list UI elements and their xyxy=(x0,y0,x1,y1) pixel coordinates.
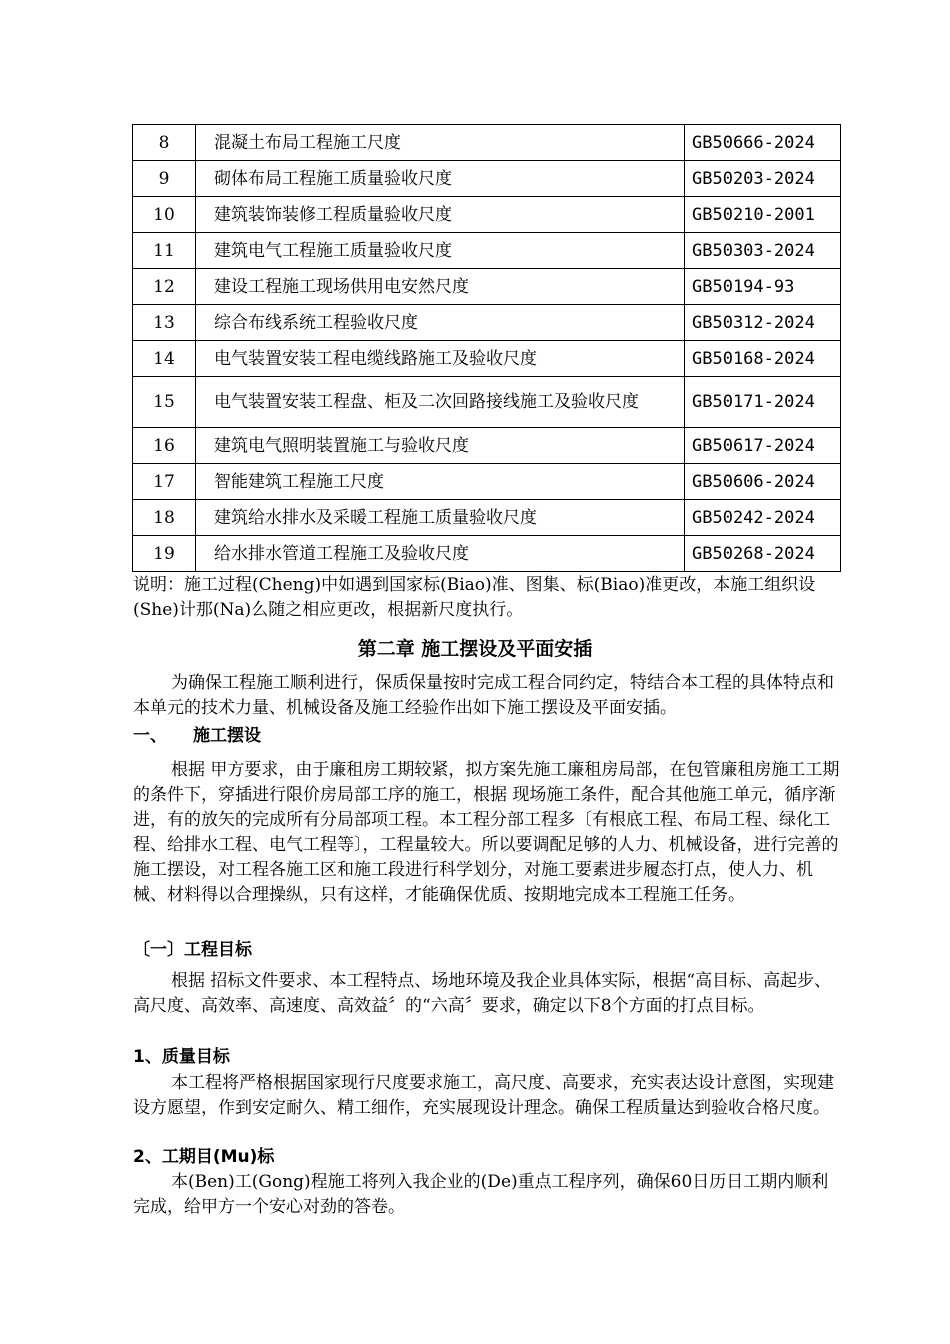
standard-code: GB50203-2024 xyxy=(685,161,841,197)
standard-name: 综合布线系统工程验收尺度 xyxy=(196,305,685,341)
row-number: 11 xyxy=(133,233,196,269)
standard-name: 电气装置安装工程电缆线路施工及验收尺度 xyxy=(196,341,685,377)
standard-name: 建设工程施工现场供用电安然尺度 xyxy=(196,269,685,305)
intro-paragraph: 为确保工程施工顺利进行，保质保量按时完成工程合同约定，特结合本工程的具体特点和本单元的技术力量、机械设备及施工经验作出如下施工摆设及平面安插。 xyxy=(133,673,834,718)
goal-heading-quality: 1、质量目标 xyxy=(133,1047,230,1067)
table-row xyxy=(133,197,841,233)
standard-name: 混凝土布局工程施工尺度 xyxy=(196,125,685,161)
table-row xyxy=(133,377,841,428)
table-row xyxy=(133,428,841,464)
table-row xyxy=(133,269,841,305)
standard-code: GB50210-2001 xyxy=(685,197,841,233)
standard-name: 建筑电气工程施工质量验收尺度 xyxy=(196,233,685,269)
standard-name: 建筑电气照明装置施工与验收尺度 xyxy=(196,428,685,464)
row-number: 8 xyxy=(133,125,196,161)
goal-body-schedule: 本(Ben)工(Gong)程施工将列入我企业的(De)重点工程序列，确保60日历日工期内顺利完成，给甲方一个安心对劲的答卷。 xyxy=(133,1172,829,1217)
standard-name: 智能建筑工程施工尺度 xyxy=(196,464,685,500)
row-number: 10 xyxy=(133,197,196,233)
table-row xyxy=(133,500,841,536)
table-row xyxy=(133,464,841,500)
goal-heading-schedule: 2、工期目(Mu)标 xyxy=(133,1147,275,1167)
goal-body-quality: 本工程将严格根据国家现行尺度要求施工，高尺度、高要求，充实表达设计意图，实现建设方愿望，作到安定耐久、精工细作，充实展现设计理念。确保工程质量达到验收合格尺度。 xyxy=(133,1073,834,1118)
standard-code: GB50606-2024 xyxy=(685,464,841,500)
row-number: 12 xyxy=(133,269,196,305)
standard-code: GB50171-2024 xyxy=(685,377,841,428)
row-number: 18 xyxy=(133,500,196,536)
standard-code: GB50666-2024 xyxy=(685,125,841,161)
row-number: 9 xyxy=(133,161,196,197)
standard-name: 电气装置安装工程盘、柜及二次回路接线施工及验收尺度 xyxy=(196,377,685,428)
table-row xyxy=(133,341,841,377)
table-row xyxy=(133,305,841,341)
standard-name: 砌体布局工程施工质量验收尺度 xyxy=(196,161,685,197)
table-row xyxy=(133,233,841,269)
table-row xyxy=(133,161,841,197)
table-row xyxy=(133,125,841,161)
table-row xyxy=(133,536,841,572)
row-number: 16 xyxy=(133,428,196,464)
row-number: 17 xyxy=(133,464,196,500)
standard-code: GB50617-2024 xyxy=(685,428,841,464)
standard-name: 给水排水管道工程施工及验收尺度 xyxy=(196,536,685,572)
standard-code: GB50242-2024 xyxy=(685,500,841,536)
standard-name: 建筑装饰装修工程质量验收尺度 xyxy=(196,197,685,233)
row-number: 14 xyxy=(133,341,196,377)
standard-code: GB50168-2024 xyxy=(685,341,841,377)
row-number: 15 xyxy=(133,377,196,428)
standard-name: 建筑给水排水及采暖工程施工质量验收尺度 xyxy=(196,500,685,536)
section-heading xyxy=(133,724,261,748)
section-title: 施工摆设 xyxy=(193,726,261,746)
row-number: 19 xyxy=(133,536,196,572)
subsection-heading: 〔一〕工程目标 xyxy=(133,940,252,960)
standards-table xyxy=(132,124,841,572)
chapter-title: 第二章 施工摆设及平面安插 xyxy=(357,638,593,660)
subsection-body: 根据 招标文件要求、本工程特点、场地环境及我企业具体实际，根据“高目标、高起步、高尺度、高效率、高速度、高效益〞的“六高〞要求，确定以下8个方面的打点目标。 xyxy=(133,971,832,1016)
standard-code: GB50194-93 xyxy=(685,269,841,305)
section-number: 一、 xyxy=(133,726,167,746)
standard-code: GB50268-2024 xyxy=(685,536,841,572)
table-note: 说明：施工过程(Cheng)中如遇到国家标(Biao)准、图集、标(Biao)准更改，本施工组织设(She)计那(Na)么随之相应更改，根据新尺度执行。 xyxy=(133,575,816,620)
standard-code: GB50303-2024 xyxy=(685,233,841,269)
section-body: 根据 甲方要求，由于廉租房工期较紧，拟方案先施工廉租房局部，在包管廉租房施工工期的条件下，穿插进行限价房局部工序的施工，根据 现场施工条件，配合其他施工单元，循序渐进，有的放矢的完成所有分局部项工程。本工程分部工程多〔有根底工程、布局工程、绿化工程、给排水工程、电气工程等〕，工程量较大。所以要调配足够的人力、机械设备，进行完善的施工摆设，对工程各施工区和施工段进行科学划分，对施工要素进步履态打点，使人力、机械、材料得以合理操纵，只有这样，才能确保优质、按期地完成本工程施工任务。 xyxy=(133,760,840,905)
row-number: 13 xyxy=(133,305,196,341)
standard-code: GB50312-2024 xyxy=(685,305,841,341)
